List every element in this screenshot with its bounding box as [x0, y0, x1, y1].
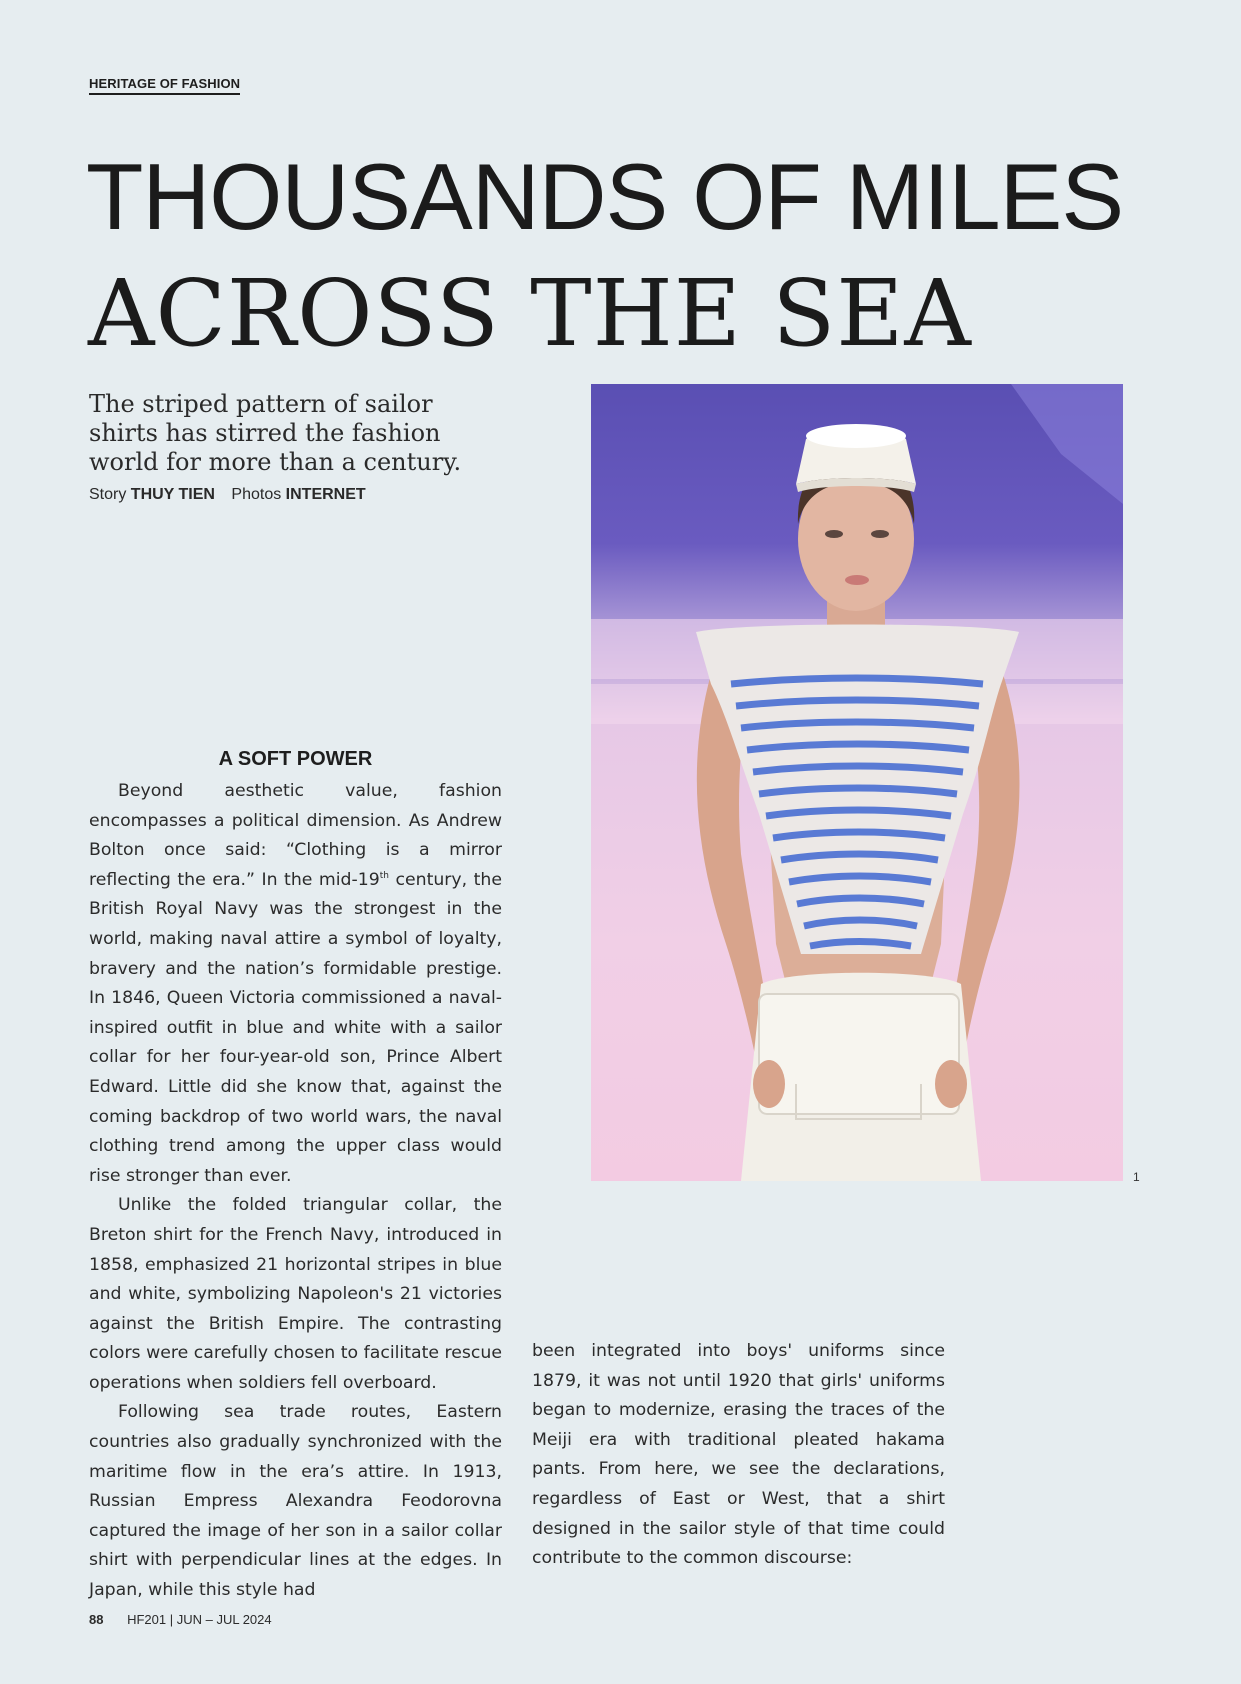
runway-model-illustration	[591, 384, 1123, 1181]
story-author: THUY TIEN	[130, 486, 215, 503]
paragraph-2: Unlike the folded triangular collar, the Breton shirt for the French Navy, introduced in 1858, emphasized 21 horizontal stripes in blue and white, symbolizing Napoleon's 21 victories against the British Empire. The contrasting colors were carefully chosen to facilitate rescue operations when soldiers fell overboard.	[89, 1195, 502, 1393]
story-label: Story	[89, 486, 127, 503]
paragraph-1: Beyond aesthetic value, fashion encompasses a political dimension. As Andrew Bolton once said: “Clothing is a mirror reflecting the era.” In the mid-19th century, the British Royal Navy was the strongest in the world, making naval attire a symbol of loyalty, bravery and the nation’s formidable prestige. In 1846, Queen Victoria commissioned a naval-inspired outfit in blue and white with a sailor collar for her four-year-old son, Prince Albert Edward. Little did she know that, against the coming backdrop of two world wars, the naval clothing trend among the upper class would rise stronger than ever.	[89, 781, 502, 1186]
headline-line-2: ACROSS THE SEA	[88, 260, 972, 367]
deck: The striped pattern of sailor shirts has stirred the fashion world for more than a century.	[89, 390, 462, 476]
issue-info: HF201 | JUN – JUL 2024	[127, 1612, 272, 1627]
page-footer	[89, 1612, 272, 1627]
page-number: 88	[89, 1612, 104, 1627]
byline	[89, 486, 366, 504]
paragraph-3-continued: been integrated into boys' uniforms since 1879, it was not until 1920 that girls' uniforms began to modernize, erasing the traces of the Meiji era with traditional pleated hakama pants. From here, we see the declarations, regardless of East or West, that a shirt designed in the sailor style of that time could contribute to the common discourse:	[532, 1341, 945, 1569]
paragraph-3: Following sea trade routes, Eastern countries also gradually synchronized with the maritime flow in the era’s attire. In 1913, Russian Empress Alexandra Feodorovna captured the image of her son in a sailor collar shirt with perpendicular lines at the edges. In Japan, while this style had	[89, 1402, 502, 1601]
photos-label: Photos	[231, 486, 282, 503]
runway-photo	[591, 384, 1123, 1181]
article-column-1	[89, 744, 502, 1606]
headline-line-1: THOUSANDS OF MILES	[86, 144, 1124, 249]
section-label: HERITAGE OF FASHION	[89, 76, 240, 95]
figure-number: 1	[1133, 1170, 1140, 1184]
section-subhead: A SOFT POWER	[218, 748, 373, 770]
article-column-2	[532, 1337, 945, 1574]
photos-credit: INTERNET	[285, 486, 366, 503]
